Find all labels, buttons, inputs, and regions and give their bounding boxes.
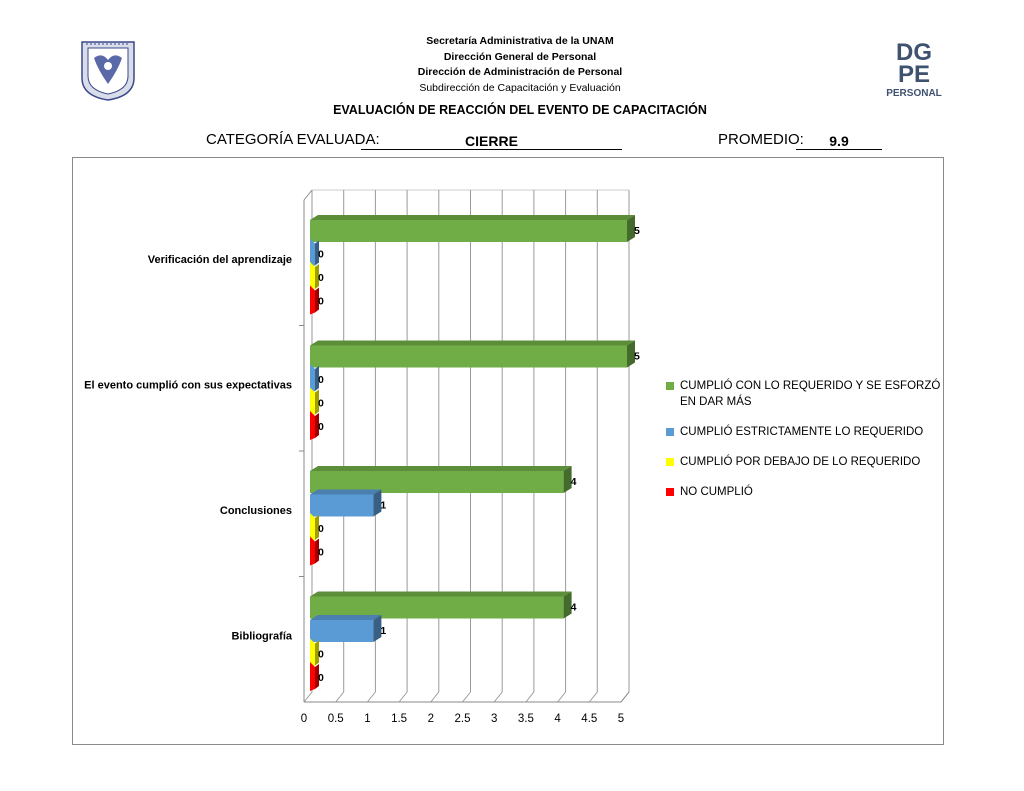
data-label: 4 xyxy=(570,601,577,614)
legend-swatch xyxy=(666,428,674,436)
legend-item xyxy=(666,454,946,470)
legend-label: CUMPLIÓ CON LO REQUERIDO Y SE ESFORZÓ EN DAR MÁS xyxy=(680,380,941,408)
logo-text-dg: DG xyxy=(896,39,932,66)
gridline-floor xyxy=(463,692,471,702)
category-label: CATEGORÍA EVALUADA: xyxy=(206,131,380,148)
bar-top-face xyxy=(310,341,635,346)
gridline-floor xyxy=(494,692,502,702)
gridline-floor xyxy=(367,692,375,702)
legend-swatch xyxy=(666,488,674,496)
header-line-2: Dirección General de Personal xyxy=(443,50,597,63)
data-label: 1 xyxy=(380,625,387,637)
category-label: El evento cumplió con sus expectativas xyxy=(84,379,292,392)
data-label: 0 xyxy=(318,546,324,559)
x-tick-label: 0 xyxy=(300,713,308,725)
header-line-4: Subdirección de Capacitación y Evaluación xyxy=(419,81,621,94)
bar-top-face xyxy=(310,615,381,620)
gridline-floor xyxy=(589,692,597,702)
x-tick-label: 1 xyxy=(364,713,371,725)
evaluation-title: EVALUACIÓN DE REACCIÓN DEL EVENTO DE CAPACITACIÓN xyxy=(333,103,707,117)
bar xyxy=(310,537,315,566)
x-tick-label: 1.5 xyxy=(391,713,408,725)
bar xyxy=(310,662,315,691)
average-label: PROMEDIO: xyxy=(718,131,804,148)
bar-top-face xyxy=(310,490,381,495)
data-label: 0 xyxy=(318,523,324,535)
legend-item xyxy=(666,378,946,410)
legend-item xyxy=(666,424,946,440)
logo-text-pe: PE xyxy=(897,61,931,88)
x-tick-label: 0.5 xyxy=(327,713,344,725)
category-label: Conclusiones xyxy=(219,505,292,517)
y-axis-depth xyxy=(304,190,312,200)
legend-label: NO CUMPLIÓ xyxy=(680,486,753,498)
data-label: 0 xyxy=(318,248,324,261)
data-label: 0 xyxy=(318,272,324,284)
data-label: 0 xyxy=(318,672,324,684)
x-tick-label: 4 xyxy=(554,713,561,725)
bar xyxy=(310,620,373,642)
average-value: 9.9 xyxy=(796,133,882,150)
logo-text-personal: PERSONAL xyxy=(886,88,942,99)
category-label: Verificación del aprendizaje xyxy=(147,254,292,266)
legend-item xyxy=(666,484,946,500)
data-label: 0 xyxy=(318,374,324,386)
data-label: 5 xyxy=(634,350,640,363)
bar xyxy=(310,220,627,242)
bar-top-face xyxy=(310,466,572,471)
gridline-floor xyxy=(431,692,439,702)
data-label: 1 xyxy=(380,499,387,512)
x-tick-label: 5 xyxy=(617,713,625,725)
gridline-floor xyxy=(304,692,312,702)
gridline-floor xyxy=(526,692,534,702)
category-value: CIERRE xyxy=(361,133,622,150)
x-tick-label: 4.5 xyxy=(581,713,598,725)
data-label: 5 xyxy=(634,225,640,237)
x-tick-label: 2.5 xyxy=(454,713,471,725)
bar-top-face xyxy=(310,592,572,597)
legend-swatch xyxy=(666,382,674,390)
category-label: Bibliografía xyxy=(231,630,292,643)
data-label: 4 xyxy=(570,476,577,488)
header-line-3: Dirección de Administración de Personal xyxy=(417,66,623,78)
bar xyxy=(310,411,315,440)
header-line-1: Secretaría Administrativa de la UNAM xyxy=(426,35,614,47)
x-tick-label: 3.5 xyxy=(517,713,534,725)
data-label: 0 xyxy=(318,421,324,433)
gridline-floor xyxy=(336,692,344,702)
chart-legend xyxy=(666,378,946,514)
data-label: 0 xyxy=(318,397,324,410)
gridline-floor xyxy=(558,692,566,702)
x-axis-right-depth xyxy=(621,692,629,702)
data-label: 0 xyxy=(318,648,324,661)
legend-swatch xyxy=(666,458,674,466)
bar xyxy=(310,346,627,368)
bar xyxy=(310,495,373,517)
bar xyxy=(310,286,315,315)
gridline-floor xyxy=(399,692,407,702)
legend-label: CUMPLIÓ POR DEBAJO DE LO REQUERIDO xyxy=(680,456,921,468)
legend-label: CUMPLIÓ ESTRICTAMENTE LO REQUERIDO xyxy=(680,426,924,438)
x-tick-label: 2 xyxy=(427,713,435,725)
bar-top-face xyxy=(310,215,635,220)
data-label: 0 xyxy=(318,295,324,308)
x-tick-label: 3 xyxy=(490,713,498,725)
